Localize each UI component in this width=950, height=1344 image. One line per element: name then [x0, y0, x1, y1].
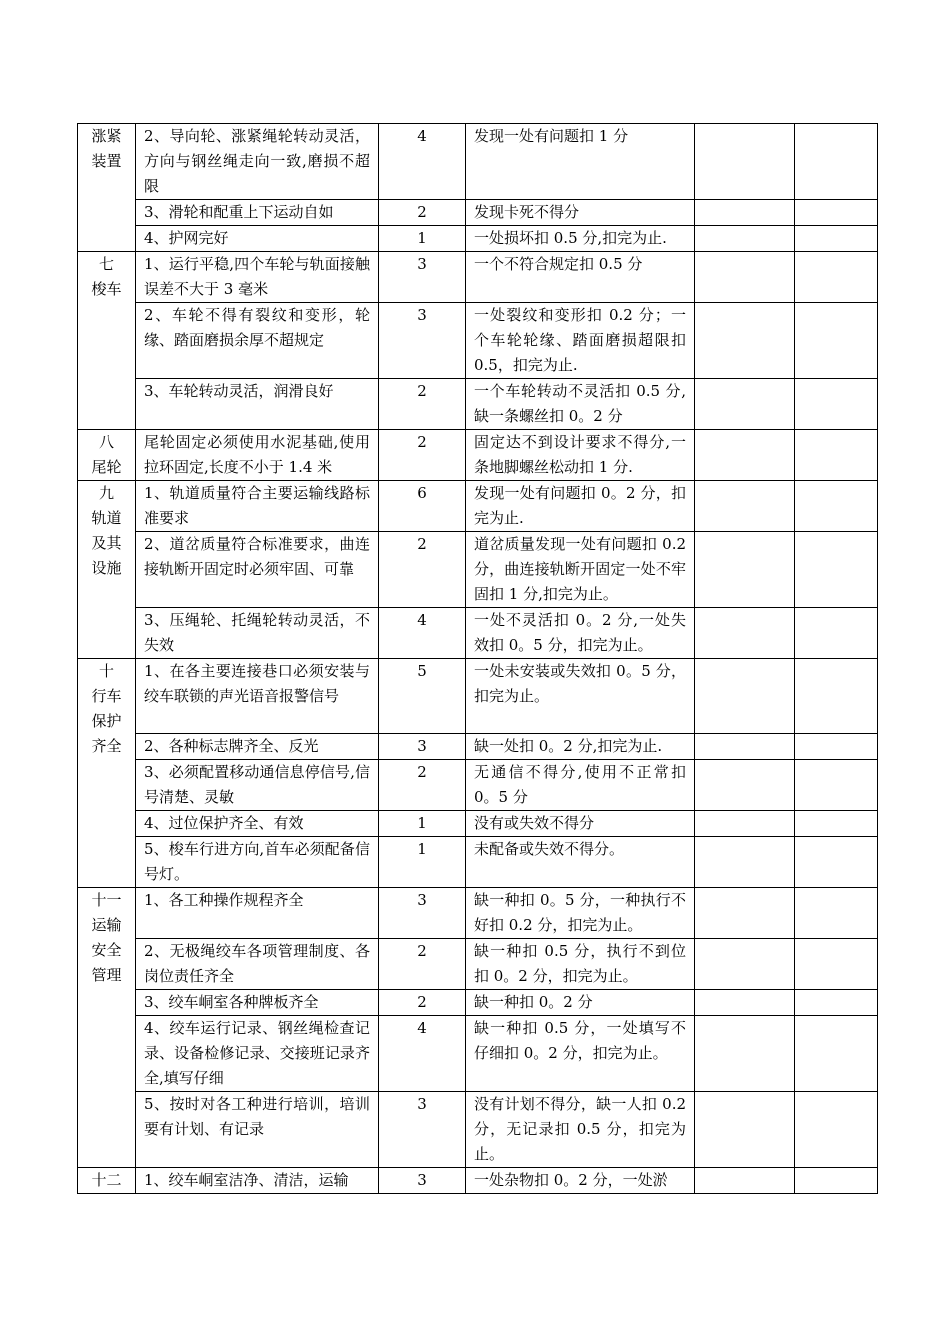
score-cell: 2: [379, 379, 466, 430]
assessment-cell[interactable]: [695, 379, 795, 430]
table-row: [78, 1016, 878, 1092]
score-cell: 3: [379, 888, 466, 939]
table-row: [78, 734, 878, 760]
category-label: 尾轮: [91, 458, 122, 476]
table-row: [78, 837, 878, 888]
category-label: 及其: [91, 534, 122, 552]
deduction-rule-cell: 没有或失效不得分: [466, 811, 695, 837]
actual-score-cell[interactable]: [795, 200, 878, 226]
actual-score-cell[interactable]: [795, 226, 878, 252]
requirement-cell: 3、车轮转动灵活，润滑良好: [136, 379, 379, 430]
assessment-cell[interactable]: [695, 939, 795, 990]
table-row: [78, 1092, 878, 1168]
assessment-cell[interactable]: [695, 608, 795, 659]
deduction-rule-cell: 一处未安装或失效扣 0。5 分，扣完为止。: [466, 659, 695, 734]
actual-score-cell[interactable]: [795, 659, 878, 734]
actual-score-cell[interactable]: [795, 1092, 878, 1168]
category-label: 运输: [91, 916, 122, 934]
category-cell: [78, 430, 136, 481]
deduction-rule-cell: 缺一处扣 0。2 分,扣完为止.: [466, 734, 695, 760]
category-label: 八: [98, 433, 114, 451]
category-cell: [78, 1168, 136, 1194]
category-label: 安全: [91, 941, 122, 959]
table-row: [78, 939, 878, 990]
deduction-rule-cell: 一处裂纹和变形扣 0.2 分；一个车轮轮缘、踏面磨损超限扣 0.5，扣完为止.: [466, 303, 695, 379]
score-cell: 2: [379, 430, 466, 481]
assessment-cell[interactable]: [695, 659, 795, 734]
requirement-cell: 4、绞车运行记录、钢丝绳检查记录、设备检修记录、交接班记录齐全,填写仔细: [136, 1016, 379, 1092]
assessment-cell[interactable]: [695, 303, 795, 379]
actual-score-cell[interactable]: [795, 1168, 878, 1194]
score-cell: 4: [379, 124, 466, 200]
actual-score-cell[interactable]: [795, 481, 878, 532]
table-row: [78, 659, 878, 734]
actual-score-cell[interactable]: [795, 608, 878, 659]
score-cell: 4: [379, 1016, 466, 1092]
deduction-rule-cell: 没有计划不得分，缺一人扣 0.2 分，无记录扣 0.5 分，扣完为止。: [466, 1092, 695, 1168]
deduction-rule-cell: 缺一种扣 0。5 分，一种执行不好扣 0.2 分，扣完为止。: [466, 888, 695, 939]
category-label: 梭车: [91, 280, 122, 298]
assessment-cell[interactable]: [695, 734, 795, 760]
deduction-rule-cell: 缺一种扣 0。2 分: [466, 990, 695, 1016]
table-row: [78, 760, 878, 811]
requirement-cell: 尾轮固定必须使用水泥基础,使用拉环固定,长度不小于 1.4 米: [136, 430, 379, 481]
category-label: 七: [98, 255, 114, 273]
actual-score-cell[interactable]: [795, 430, 878, 481]
assessment-cell[interactable]: [695, 532, 795, 608]
deduction-rule-cell: 缺一种扣 0.5 分，一处填写不仔细扣 0。2 分，扣完为止。: [466, 1016, 695, 1092]
actual-score-cell[interactable]: [795, 888, 878, 939]
deduction-rule-cell: 一处损坏扣 0.5 分,扣完为止.: [466, 226, 695, 252]
assessment-cell[interactable]: [695, 124, 795, 200]
actual-score-cell[interactable]: [795, 837, 878, 888]
deduction-rule-cell: 缺一种扣 0.5 分，执行不到位扣 0。2 分，扣完为止。: [466, 939, 695, 990]
category-label: 十: [98, 662, 114, 680]
assessment-cell[interactable]: [695, 990, 795, 1016]
table-row: [78, 1168, 878, 1194]
actual-score-cell[interactable]: [795, 990, 878, 1016]
assessment-cell[interactable]: [695, 1016, 795, 1092]
requirement-cell: 1、各工种操作规程齐全: [136, 888, 379, 939]
table-row: [78, 303, 878, 379]
deduction-rule-cell: 一处杂物扣 0。2 分，一处淤: [466, 1168, 695, 1194]
deduction-rule-cell: 一个车轮转动不灵活扣 0.5 分,缺一条螺丝扣 0。2 分: [466, 379, 695, 430]
deduction-rule-cell: 发现卡死不得分: [466, 200, 695, 226]
assessment-cell[interactable]: [695, 252, 795, 303]
assessment-cell[interactable]: [695, 760, 795, 811]
requirement-cell: 3、绞车峒室各种牌板齐全: [136, 990, 379, 1016]
category-label: 齐全: [91, 737, 122, 755]
assessment-cell[interactable]: [695, 811, 795, 837]
requirement-cell: 1、绞车峒室洁净、清洁，运输: [136, 1168, 379, 1194]
table-body: [78, 124, 878, 1194]
table-row: [78, 252, 878, 303]
actual-score-cell[interactable]: [795, 252, 878, 303]
score-cell: 3: [379, 1092, 466, 1168]
category-cell: [78, 888, 136, 1168]
requirement-cell: 3、压绳轮、托绳轮转动灵活，不失效: [136, 608, 379, 659]
category-label: 管理: [91, 966, 122, 984]
assessment-cell[interactable]: [695, 481, 795, 532]
requirement-cell: 3、必须配置移动通信息停信号,信号清楚、灵敏: [136, 760, 379, 811]
actual-score-cell[interactable]: [795, 811, 878, 837]
table-row: [78, 226, 878, 252]
assessment-cell[interactable]: [695, 1168, 795, 1194]
assessment-cell[interactable]: [695, 200, 795, 226]
requirement-cell: 2、道岔质量符合标准要求，曲连接轨断开固定时必须牢固、可靠: [136, 532, 379, 608]
score-cell: 4: [379, 608, 466, 659]
table-row: [78, 888, 878, 939]
table-row: [78, 430, 878, 481]
deduction-rule-cell: 一处不灵活扣 0。2 分,一处失效扣 0。5 分，扣完为止。: [466, 608, 695, 659]
actual-score-cell[interactable]: [795, 1016, 878, 1092]
deduction-rule-cell: 发现一处有问题扣 1 分: [466, 124, 695, 200]
category-cell: [78, 659, 136, 888]
requirement-cell: 1、轨道质量符合主要运输线路标准要求: [136, 481, 379, 532]
score-cell: 2: [379, 532, 466, 608]
requirement-cell: 2、导向轮、涨紧绳轮转动灵活，方向与钢丝绳走向一致,磨损不超限: [136, 124, 379, 200]
requirement-cell: 4、护网完好: [136, 226, 379, 252]
category-cell: [78, 124, 136, 252]
score-cell: 2: [379, 939, 466, 990]
deduction-rule-cell: 发现一处有问题扣 0。2 分，扣完为止.: [466, 481, 695, 532]
table-row: [78, 124, 878, 200]
score-cell: 2: [379, 990, 466, 1016]
category-label: 涨紧: [91, 127, 122, 145]
score-cell: 3: [379, 303, 466, 379]
requirement-cell: 1、运行平稳,四个车轮与轨面接触误差不大于 3 毫米: [136, 252, 379, 303]
assessment-cell[interactable]: [695, 226, 795, 252]
actual-score-cell[interactable]: [795, 124, 878, 200]
requirement-cell: 2、车轮不得有裂纹和变形，轮缘、踏面磨损余厚不超规定: [136, 303, 379, 379]
score-cell: 5: [379, 659, 466, 734]
assessment-cell[interactable]: [695, 888, 795, 939]
score-cell: 1: [379, 811, 466, 837]
assessment-cell[interactable]: [695, 1092, 795, 1168]
table-row: [78, 200, 878, 226]
score-cell: 1: [379, 226, 466, 252]
table-row: [78, 608, 878, 659]
table-row: [78, 481, 878, 532]
assessment-cell[interactable]: [695, 430, 795, 481]
actual-score-cell[interactable]: [795, 532, 878, 608]
requirement-cell: 5、梭车行进方向,首车必须配备信号灯。: [136, 837, 379, 888]
requirement-cell: 3、滑轮和配重上下运动自如: [136, 200, 379, 226]
category-cell: [78, 252, 136, 430]
score-cell: 3: [379, 252, 466, 303]
category-label: 十一: [91, 891, 122, 909]
assessment-cell[interactable]: [695, 837, 795, 888]
requirement-cell: 2、各种标志牌齐全、反光: [136, 734, 379, 760]
score-cell: 3: [379, 1168, 466, 1194]
actual-score-cell[interactable]: [795, 379, 878, 430]
deduction-rule-cell: 道岔质量发现一处有问题扣 0.2 分，曲连接轨断开固定一处不牢固扣 1 分,扣完为止。: [466, 532, 695, 608]
table-row: [78, 811, 878, 837]
score-cell: 6: [379, 481, 466, 532]
table-row: [78, 532, 878, 608]
table-row: [78, 990, 878, 1016]
scoring-table: [77, 123, 878, 1194]
deduction-rule-cell: 一个不符合规定扣 0.5 分: [466, 252, 695, 303]
score-cell: 1: [379, 837, 466, 888]
requirement-cell: 1、在各主要连接巷口必须安装与绞车联锁的声光语音报警信号: [136, 659, 379, 734]
category-label: 装置: [91, 152, 122, 170]
category-label: 轨道: [91, 509, 122, 527]
actual-score-cell[interactable]: [795, 734, 878, 760]
requirement-cell: 5、按时对各工种进行培训，培训要有计划、有记录: [136, 1092, 379, 1168]
deduction-rule-cell: 无通信不得分,使用不正常扣 0。5 分: [466, 760, 695, 811]
category-label: 十二: [91, 1171, 122, 1189]
score-cell: 2: [379, 200, 466, 226]
actual-score-cell[interactable]: [795, 939, 878, 990]
requirement-cell: 2、无极绳绞车各项管理制度、各岗位责任齐全: [136, 939, 379, 990]
category-label: 行车: [91, 687, 122, 705]
actual-score-cell[interactable]: [795, 303, 878, 379]
category-label: 设施: [91, 559, 122, 577]
score-cell: 3: [379, 734, 466, 760]
category-cell: [78, 481, 136, 659]
requirement-cell: 4、过位保护齐全、有效: [136, 811, 379, 837]
table-row: [78, 379, 878, 430]
deduction-rule-cell: 未配备或失效不得分。: [466, 837, 695, 888]
deduction-rule-cell: 固定达不到设计要求不得分,一条地脚螺丝松动扣 1 分.: [466, 430, 695, 481]
actual-score-cell[interactable]: [795, 760, 878, 811]
category-label: 保护: [91, 712, 122, 730]
category-label: 九: [98, 484, 114, 502]
score-cell: 2: [379, 760, 466, 811]
